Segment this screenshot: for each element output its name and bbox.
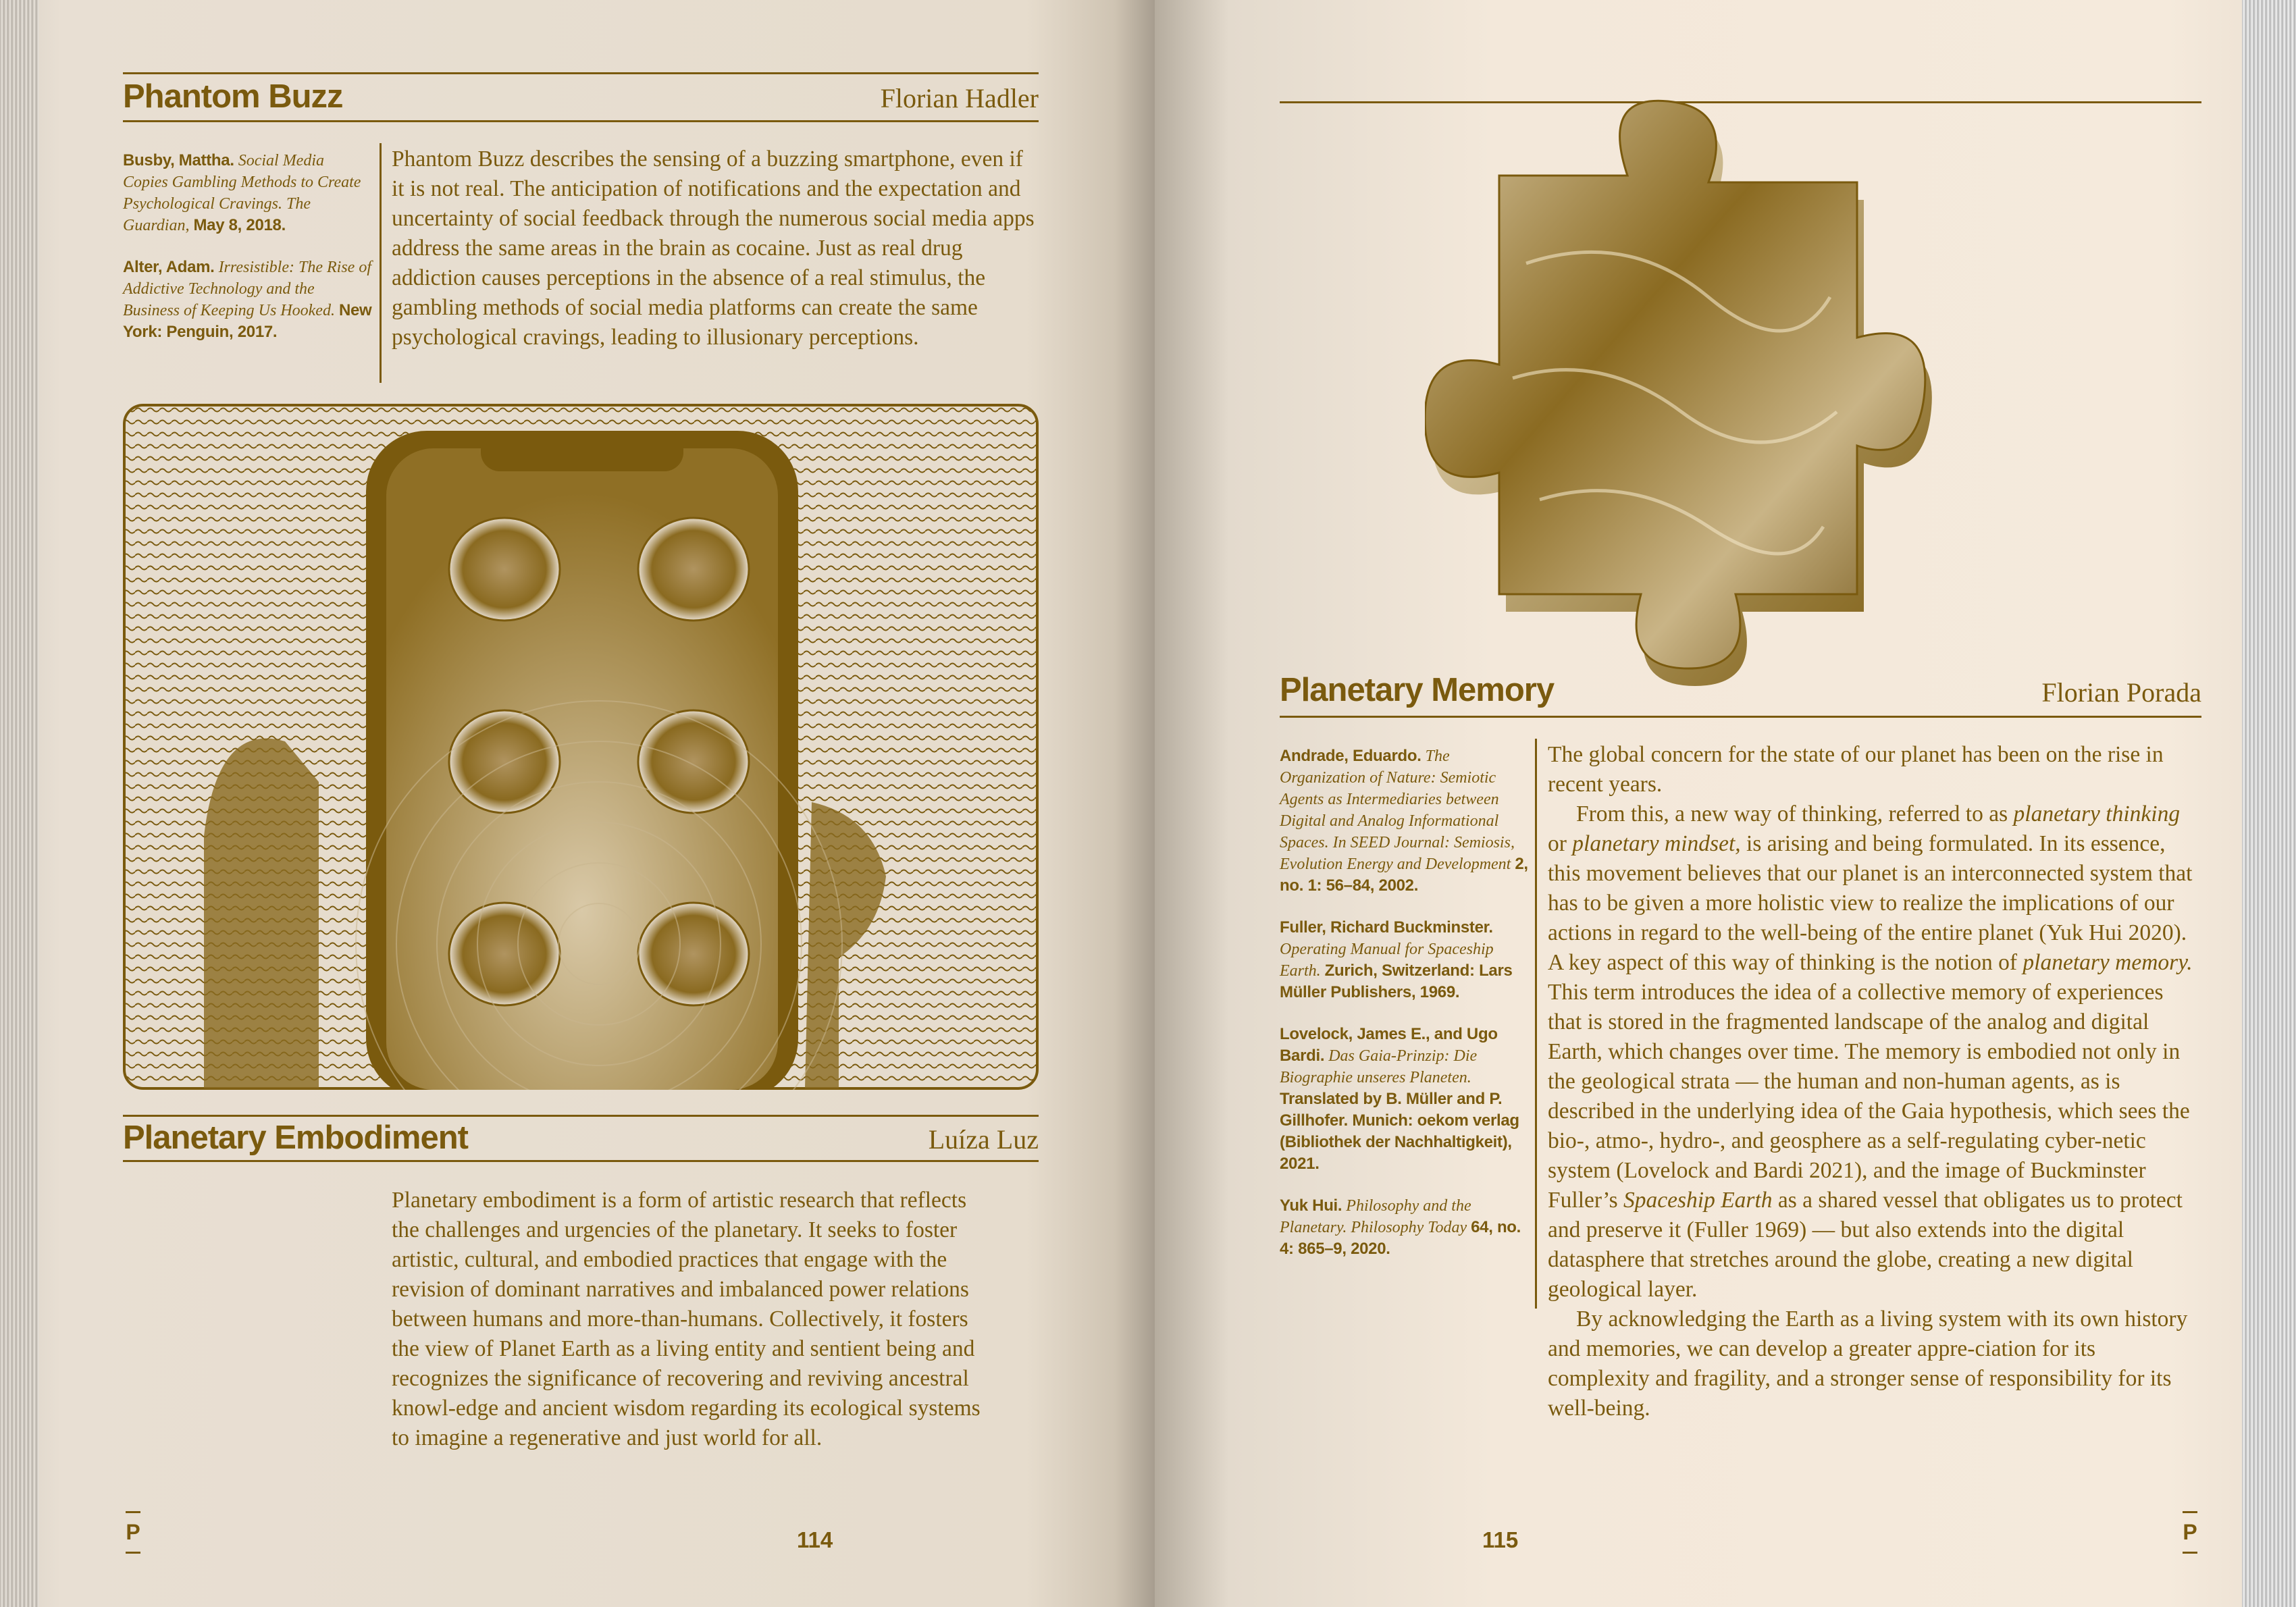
top-rule (123, 72, 1039, 74)
article-body (1548, 740, 2196, 1423)
title-rule (123, 1160, 1039, 1162)
reference-item: Fuller, Richard Buckminster. Operating Manual for Spaceship Earth. Zurich, Switzerland: Lars Müller Publishers, 1969. (1280, 918, 1513, 1001)
article-author: Florian Porada (2041, 677, 2201, 708)
column-divider (1535, 739, 1537, 1309)
top-rule (123, 1115, 1039, 1117)
title-rule (1280, 716, 2201, 718)
article-body: Planetary embodiment is a form of artistic research that reflects the challenges and urgencies of the planetary. It seeks to foster artistic, cultural, and embodied practices that engage with the revision of dominant narratives and imbalanced power relations between humans and more-than-humans. Collectively, it fosters the view of Planet Earth as a living entity and sentient being and recognizes the significance of recovering and reviving ancestral knowl-edge and ancient wisdom regarding its ecological systems to imagine a regenerative and just world for all. (392, 1188, 981, 1450)
reference-item: Lovelock, James E., and Ugo Bardi. Das Gaia-Prinzip: Die Biographie unseres Planeten. Translated by B. Müller and P. Gillhofer. Munich: oekom verlag (Bibliothek der Nachhaltigkeit), 2021. (1280, 1025, 1519, 1173)
column-divider (380, 143, 382, 383)
reference-item: Andrade, Eduardo. The Organization of Nature: Semiotic Agents as Intermediaries between Digital and Analog Informational Spaces. In SEED Journal: Semiosis, Evolution Energy and Development 2, no. 1: 56–84, 2002. (1280, 747, 1528, 895)
section-marker: P (2180, 1511, 2200, 1554)
reference-item: Busby, Mattha. Social Media Copies Gambling Methods to Create Psychological Cravings. The Guardian, May 8, 2018. (123, 151, 361, 234)
article-body: Phantom Buzz describes the sensing of a buzzing smartphone, even if it is not real. The anticipation of notifications and the expectation and uncertainty of social feedback through the numerous social media apps address the same areas in the brain as cocaine. Just as real drug addiction causes perceptions in the absence of a real stimulus, the gambling methods of social media platforms can create the same psychological cravings, leading to illusionary perceptions. (392, 147, 1035, 350)
article-author: Florian Hadler (880, 83, 1039, 113)
book-edge-right (2242, 0, 2296, 1607)
right-page (1155, 0, 2249, 1607)
article-title: Planetary Embodiment (123, 1119, 468, 1156)
paragraph: The global concern for the state of our planet has been on the rise in recent years. (1548, 742, 2164, 797)
article-author: Luíza Luz (928, 1124, 1039, 1155)
section-marker: P (123, 1511, 143, 1554)
earth-puzzle-illustration (1425, 95, 1945, 689)
references (1280, 745, 1530, 1280)
paragraph: From this, a new way of thinking, referred to as planetary thinking or planetary mindset, is arising and being formulated. In its essence, this movement believes that our planet is an interconnected system that has to be given a more holistic view to realize the implications of our actions in regard to the well-being of the entire planet (Yuk Hui 2020). A key aspect of this way of thinking is the notion of planetary memory. This term introduces the idea of a collective memory of experiences that is stored in the fragmented landscape of the analog and digital Earth, which changes over time. The memory is embodied not only in the geological strata — the human and non-human agents, as is described in the underlying idea of the Gaia hypothesis, which sees the bio-, atmo-, hydro-, and geosphere as a self-regulating cyber-netic system (Lovelock and Bardi 2021), and the image of Buckminster Fuller’s Spaceship Earth as a shared vessel that obligates us to protect and preserve it (Fuller 1969) — but also extends into the digital datasphere that stretches around the globe, creating a new digital geological layer. (1548, 801, 2193, 1302)
references (123, 150, 373, 363)
page-number: 114 (797, 1527, 833, 1552)
smartphone-illustration (123, 404, 1039, 1090)
book-edge-left (0, 0, 39, 1607)
article-title: Planetary Memory (1280, 672, 1555, 708)
page-number: 115 (1482, 1527, 1519, 1552)
paragraph: By acknowledging the Earth as a living system with its own history and memories, we can develop a greater appre-ciation for its complexity and fragility, and a stronger sense of responsibility for its well-being. (1548, 1307, 2188, 1421)
article-title: Phantom Buzz (123, 78, 343, 115)
title-rule (123, 120, 1039, 122)
reference-item: Alter, Adam. Irresistible: The Rise of Addictive Technology and the Business of Keeping Us Hooked. New York: Penguin, 2017. (123, 258, 372, 341)
reference-item: Yuk Hui. Philosophy and the Planetary. Philosophy Today 64, no. 4: 865–9, 2020. (1280, 1196, 1521, 1258)
